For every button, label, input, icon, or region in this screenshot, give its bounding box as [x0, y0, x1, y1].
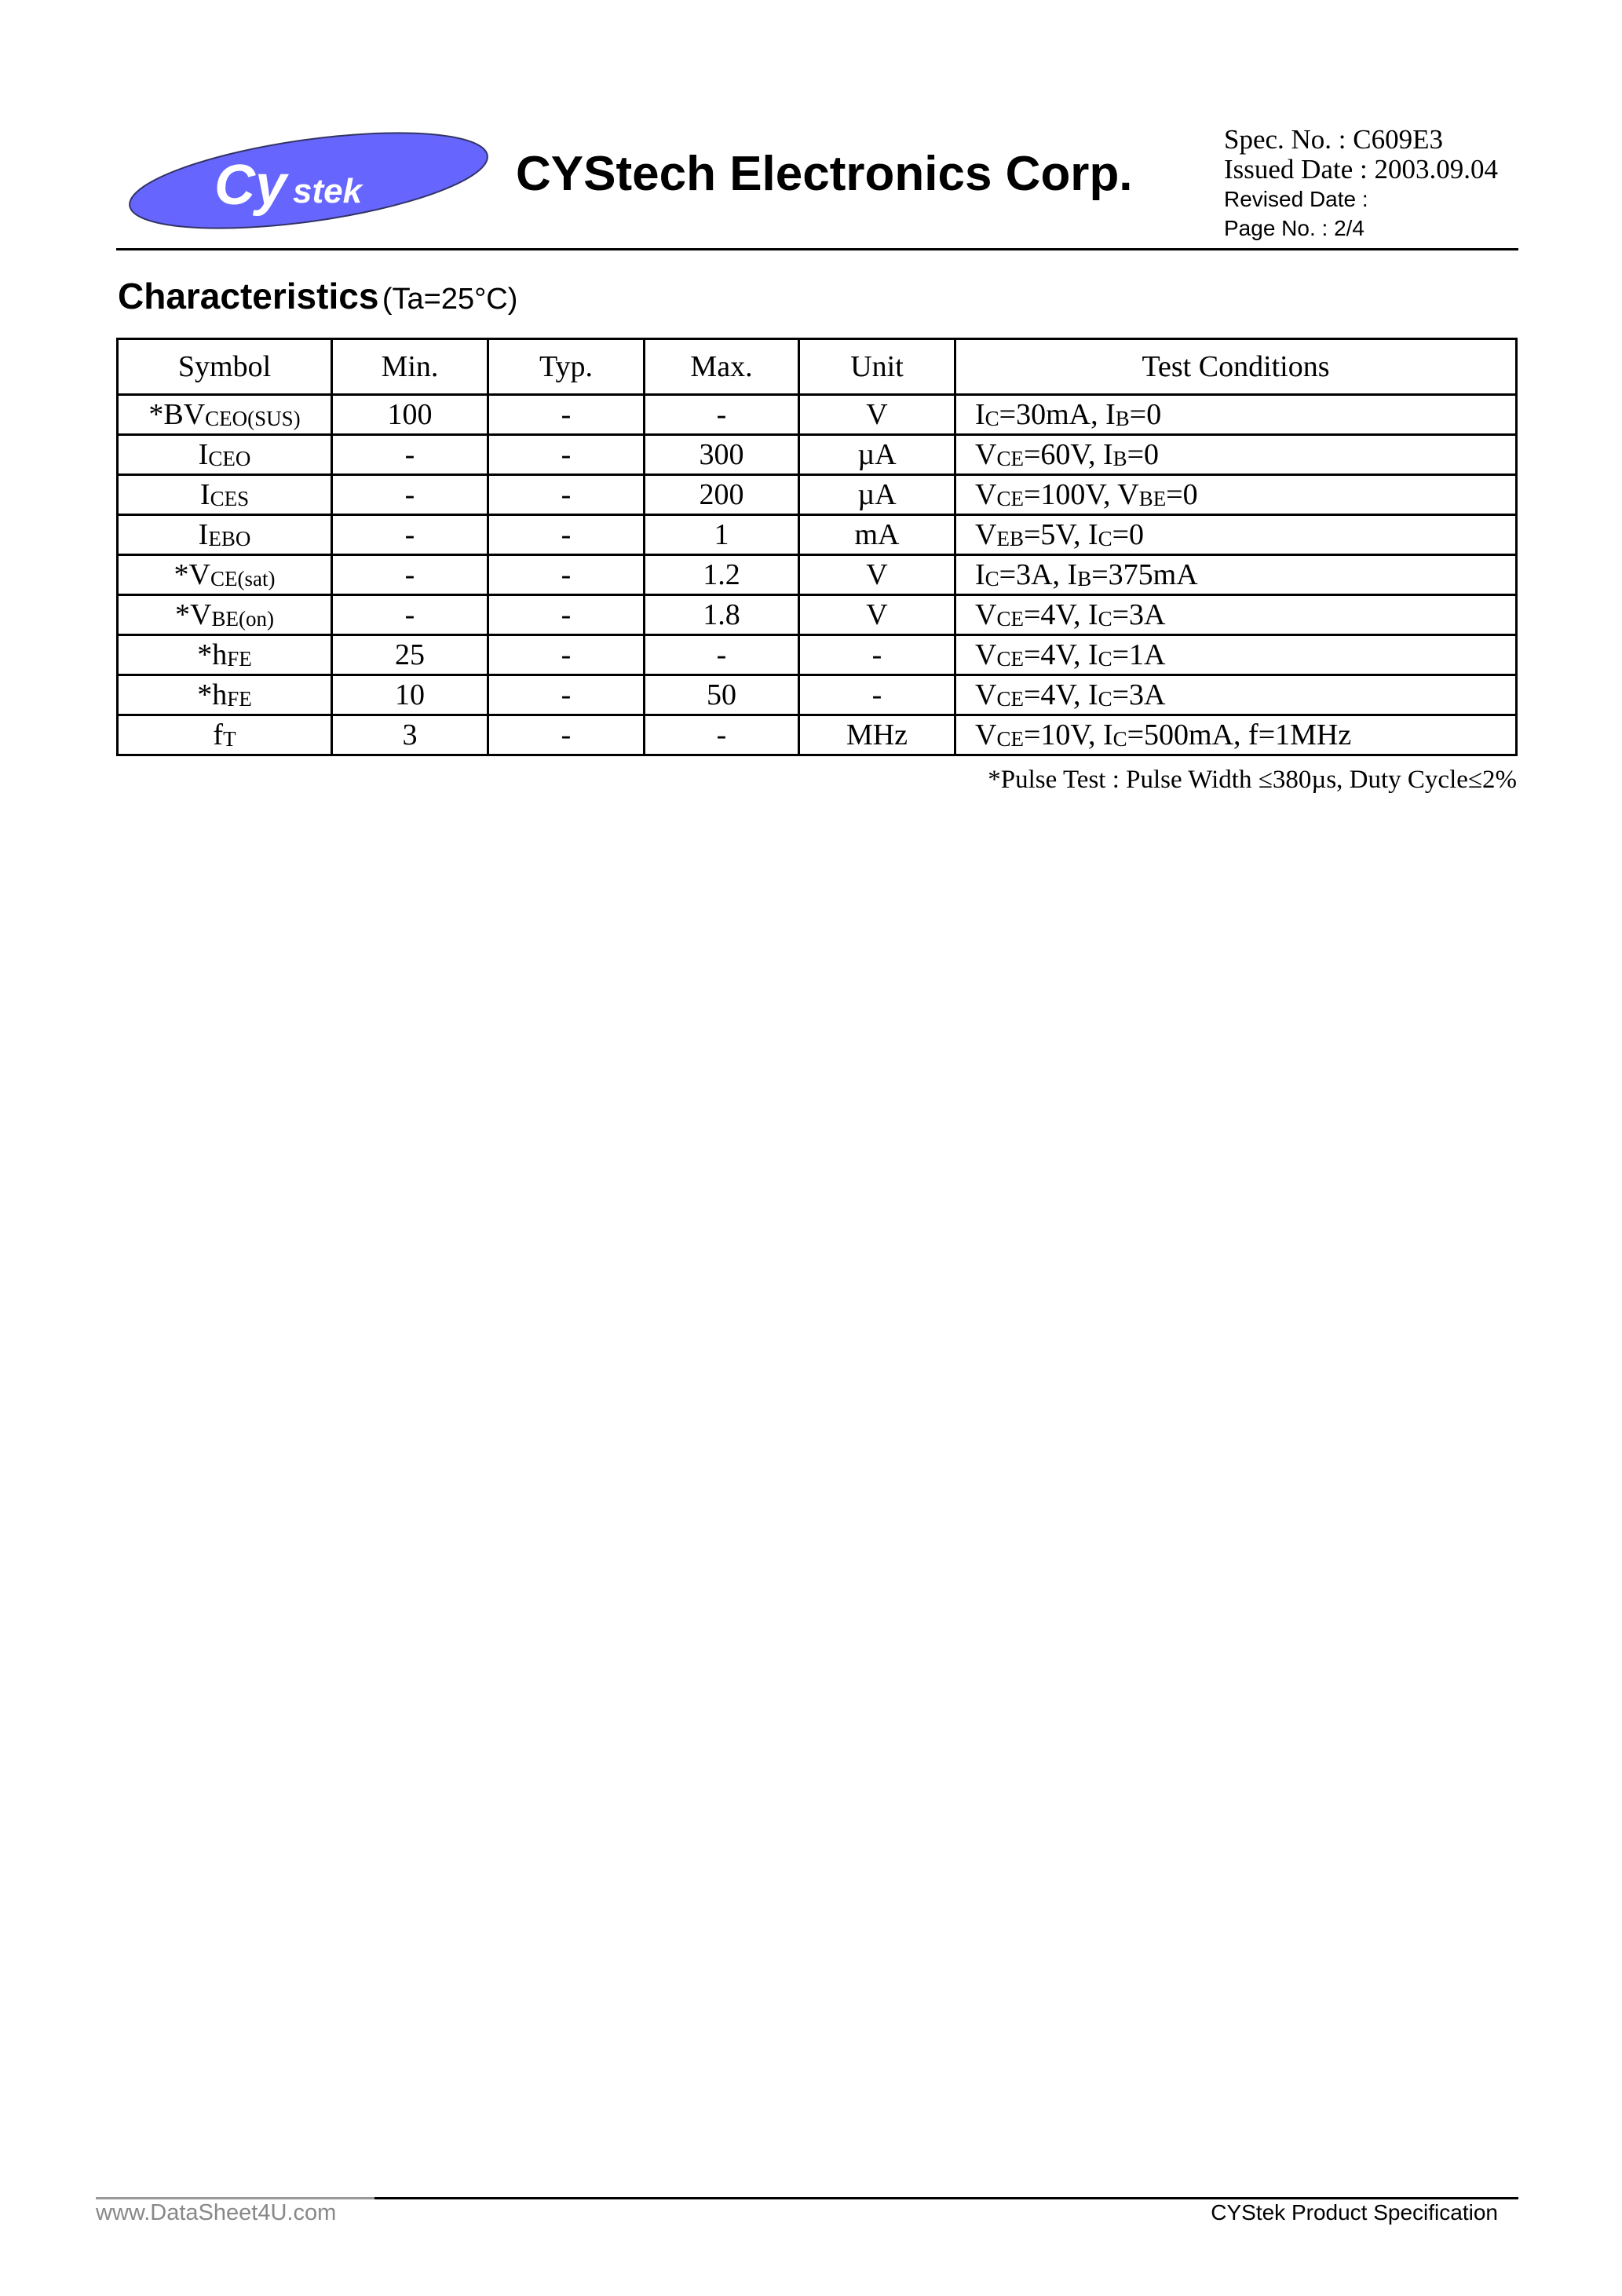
symbol-subscript: EBO: [208, 527, 251, 550]
min-cell: -: [332, 595, 488, 635]
footer-watermark: www.DataSheet4U.com: [96, 2200, 337, 2225]
symbol-cell: [118, 715, 332, 755]
cond-symbol: V: [975, 478, 997, 511]
cond-subscript: CE: [996, 447, 1024, 470]
table-row: [118, 715, 1517, 755]
max-cell: -: [645, 715, 799, 755]
max-cell: 1.8: [645, 595, 799, 635]
symbol-cell: [118, 435, 332, 475]
max-cell: -: [645, 635, 799, 675]
svg-text:stek: stek: [293, 172, 363, 210]
cond-value: =4V,: [1023, 678, 1088, 711]
cond-subscript: BE: [1138, 487, 1167, 510]
unit-cell: µA: [799, 475, 955, 515]
typ-cell: -: [488, 595, 645, 635]
cond-symbol: V: [975, 718, 997, 751]
symbol: *V: [174, 558, 210, 591]
max-cell: 300: [645, 435, 799, 475]
cond-value: =3A: [1112, 598, 1166, 631]
page-number: Page No. : 2/4: [1224, 216, 1365, 240]
cond-value: =0: [1166, 478, 1198, 511]
max-cell: 50: [645, 675, 799, 715]
cystek-logo: [124, 126, 493, 232]
cond-value: =60V,: [1023, 438, 1103, 471]
cond-value: =3A: [1112, 678, 1166, 711]
min-cell: 10: [332, 675, 488, 715]
cond-subscript: CE: [996, 727, 1024, 751]
symbol-cell: [118, 515, 332, 555]
cond-symbol: I: [1087, 678, 1098, 711]
typ-cell: -: [488, 435, 645, 475]
min-cell: -: [332, 515, 488, 555]
revised-date: Revised Date :: [1224, 187, 1368, 211]
unit-cell: -: [799, 675, 955, 715]
table-row: [118, 675, 1517, 715]
unit-cell: -: [799, 635, 955, 675]
min-cell: -: [332, 555, 488, 595]
symbol-subscript: CEO: [208, 447, 251, 470]
header-divider: [116, 248, 1518, 250]
cond-value: =10V,: [1023, 718, 1103, 751]
test-conditions-cell: [955, 595, 1517, 635]
cond-value: =500mA, f=1MHz: [1127, 718, 1352, 751]
characteristics-table: [116, 338, 1518, 756]
min-cell: 3: [332, 715, 488, 755]
symbol-cell: [118, 675, 332, 715]
test-conditions-cell: [955, 435, 1517, 475]
typ-cell: -: [488, 475, 645, 515]
symbol: *h: [197, 638, 228, 671]
max-cell: 1: [645, 515, 799, 555]
typ-cell: -: [488, 515, 645, 555]
symbol: *h: [197, 678, 228, 711]
column-header: Typ.: [488, 339, 645, 395]
typ-cell: -: [488, 395, 645, 435]
unit-cell: V: [799, 395, 955, 435]
cond-subscript: C: [1098, 607, 1112, 631]
table-row: [118, 435, 1517, 475]
max-cell: 1.2: [645, 555, 799, 595]
cond-value: =1A: [1112, 638, 1166, 671]
cond-subscript: C: [1098, 647, 1112, 671]
spec-number: Spec. No. : C609E3: [1224, 124, 1444, 155]
cond-value: =30mA,: [999, 398, 1106, 431]
symbol-cell: [118, 475, 332, 515]
issued-date: Issued Date : 2003.09.04: [1224, 154, 1498, 185]
symbol: I: [199, 478, 210, 511]
cond-subscript: CE: [996, 687, 1024, 711]
test-conditions-cell: [955, 675, 1517, 715]
column-header: Unit: [799, 339, 955, 395]
cond-value: =4V,: [1023, 638, 1088, 671]
symbol: *V: [175, 598, 212, 631]
max-cell: 200: [645, 475, 799, 515]
test-conditions-cell: [955, 475, 1517, 515]
footer-divider-left: [96, 2197, 374, 2199]
min-cell: 25: [332, 635, 488, 675]
cond-value: =3A,: [999, 558, 1068, 591]
company-name: CYStech Electronics Corp.: [516, 147, 1133, 201]
min-cell: 100: [332, 395, 488, 435]
section-condition: (Ta=25°C): [382, 283, 518, 316]
cond-subscript: B: [1115, 407, 1130, 430]
cond-symbol: V: [975, 638, 997, 671]
max-cell: -: [645, 395, 799, 435]
cond-subscript: C: [985, 407, 999, 430]
cond-value: =5V,: [1023, 518, 1088, 551]
cond-value: =0: [1129, 398, 1162, 431]
cond-subscript: C: [985, 567, 999, 590]
symbol: *BV: [148, 398, 206, 431]
column-header: Min.: [332, 339, 488, 395]
symbol-subscript: CE(sat): [210, 567, 276, 590]
test-conditions-cell: [955, 715, 1517, 755]
column-header: Max.: [645, 339, 799, 395]
footer-divider: [374, 2197, 1518, 2199]
cond-symbol: I: [1102, 718, 1113, 751]
symbol-subscript: FE: [227, 647, 252, 671]
symbol-subscript: BE(on): [211, 607, 274, 631]
unit-cell: MHz: [799, 715, 955, 755]
table-header-row: [118, 339, 1517, 395]
cond-symbol: I: [1087, 638, 1098, 671]
svg-text:Cy: Cy: [214, 154, 287, 217]
symbol-cell: [118, 395, 332, 435]
table-row: [118, 595, 1517, 635]
cond-subscript: B: [1112, 447, 1127, 470]
min-cell: -: [332, 475, 488, 515]
cond-symbol: I: [1067, 558, 1078, 591]
symbol-cell: [118, 595, 332, 635]
section-title: Characteristics: [118, 276, 379, 316]
symbol-subscript: CEO(SUS): [205, 407, 301, 430]
test-conditions-cell: [955, 635, 1517, 675]
cond-value: =0: [1112, 518, 1145, 551]
cond-subscript: CE: [996, 487, 1024, 510]
column-header: Symbol: [118, 339, 332, 395]
cond-symbol: I: [1087, 598, 1098, 631]
test-conditions-cell: [955, 515, 1517, 555]
typ-cell: -: [488, 635, 645, 675]
typ-cell: -: [488, 715, 645, 755]
symbol-subscript: CES: [210, 487, 250, 510]
typ-cell: -: [488, 555, 645, 595]
min-cell: -: [332, 435, 488, 475]
symbol-subscript: FE: [227, 687, 252, 711]
cond-value: =0: [1127, 438, 1160, 471]
symbol-cell: [118, 555, 332, 595]
unit-cell: V: [799, 555, 955, 595]
unit-cell: µA: [799, 435, 955, 475]
cond-subscript: C: [1098, 527, 1112, 550]
table-row: [118, 555, 1517, 595]
cond-symbol: V: [975, 598, 997, 631]
cond-subscript: C: [1098, 687, 1112, 711]
section-heading: [118, 275, 517, 317]
cond-subscript: CE: [996, 647, 1024, 671]
cond-symbol: V: [1117, 478, 1139, 511]
cond-subscript: C: [1112, 727, 1127, 751]
cond-subscript: CE: [996, 607, 1024, 631]
cond-symbol: V: [975, 518, 997, 551]
symbol: f: [213, 718, 224, 751]
cond-subscript: B: [1077, 567, 1092, 590]
cond-symbol: I: [975, 398, 985, 431]
cond-value: =4V,: [1023, 598, 1088, 631]
cond-symbol: V: [975, 438, 997, 471]
cond-subscript: EB: [996, 527, 1024, 550]
cond-symbol: V: [975, 678, 997, 711]
cond-symbol: I: [1087, 518, 1098, 551]
pulse-test-footnote: *Pulse Test : Pulse Width ≤380µs, Duty Cycle≤2%: [988, 766, 1517, 794]
symbol: I: [198, 518, 209, 551]
cond-value: =375mA: [1091, 558, 1198, 591]
cond-value: =100V,: [1023, 478, 1118, 511]
symbol: I: [198, 438, 209, 471]
test-conditions-cell: [955, 555, 1517, 595]
cond-symbol: I: [975, 558, 985, 591]
table-row: [118, 515, 1517, 555]
table-row: [118, 475, 1517, 515]
table-row: [118, 635, 1517, 675]
column-header: Test Conditions: [955, 339, 1517, 395]
cond-symbol: I: [1102, 438, 1113, 471]
typ-cell: -: [488, 675, 645, 715]
unit-cell: mA: [799, 515, 955, 555]
test-conditions-cell: [955, 395, 1517, 435]
symbol-subscript: T: [223, 727, 236, 751]
unit-cell: V: [799, 595, 955, 635]
table-row: [118, 395, 1517, 435]
footer-product-spec: CYStek Product Specification: [1211, 2200, 1498, 2225]
symbol-cell: [118, 635, 332, 675]
cond-symbol: I: [1105, 398, 1116, 431]
